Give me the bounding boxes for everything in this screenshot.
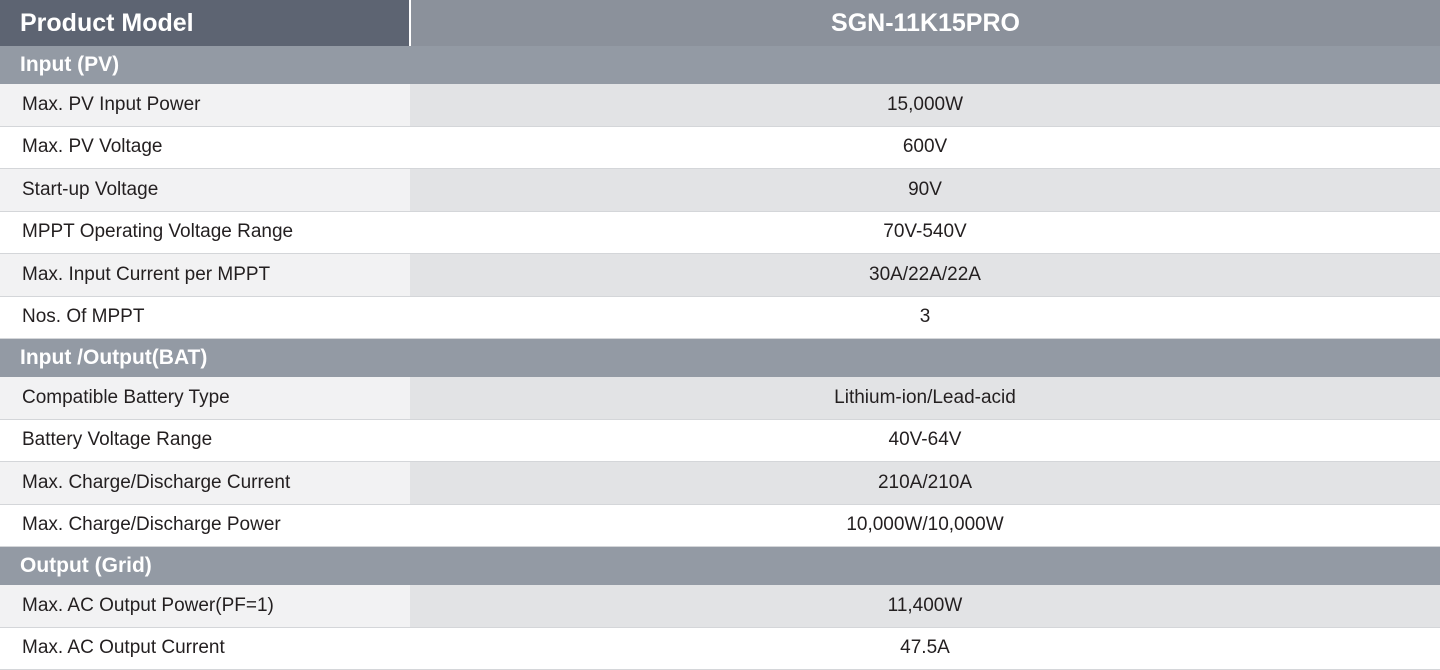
- spec-row: [0, 419, 1440, 462]
- spec-row: [0, 169, 1440, 212]
- spec-label: Max. Charge/Discharge Current: [0, 462, 410, 505]
- spec-label: Start-up Voltage: [0, 169, 410, 212]
- spec-label: Max. AC Output Current: [0, 627, 410, 670]
- spec-label: Compatible Battery Type: [0, 377, 410, 419]
- spec-value: 47.5A: [410, 627, 1440, 670]
- spec-label: Battery Voltage Range: [0, 419, 410, 462]
- spec-row: [0, 296, 1440, 339]
- spec-label: Max. PV Input Power: [0, 84, 410, 126]
- spec-label: Nos. Of MPPT: [0, 296, 410, 339]
- spec-row: [0, 585, 1440, 627]
- spec-value: 70V-540V: [410, 211, 1440, 254]
- spec-value: 15,000W: [410, 84, 1440, 126]
- section-title: Output (Grid): [0, 547, 1440, 586]
- section-title: Input /Output(BAT): [0, 339, 1440, 378]
- spec-row: [0, 211, 1440, 254]
- spec-label: Max. Charge/Discharge Power: [0, 504, 410, 547]
- spec-value: 10,000W/10,000W: [410, 504, 1440, 547]
- spec-label: Max. AC Output Power(PF=1): [0, 585, 410, 627]
- spec-label: MPPT Operating Voltage Range: [0, 211, 410, 254]
- product-model-value: SGN-11K15PRO: [410, 0, 1440, 46]
- product-model-label: Product Model: [0, 0, 410, 46]
- spec-value: Lithium-ion/Lead-acid: [410, 377, 1440, 419]
- spec-value: 600V: [410, 126, 1440, 169]
- spec-label: Max. Input Current per MPPT: [0, 254, 410, 297]
- spec-value: 3: [410, 296, 1440, 339]
- spec-row: [0, 254, 1440, 297]
- section-header-row: [0, 339, 1440, 378]
- section-title: Input (PV): [0, 46, 1440, 84]
- spec-value: 90V: [410, 169, 1440, 212]
- spec-value: 40V-64V: [410, 419, 1440, 462]
- spec-row: [0, 84, 1440, 126]
- spec-row: [0, 462, 1440, 505]
- section-header-row: [0, 46, 1440, 84]
- spec-value: 30A/22A/22A: [410, 254, 1440, 297]
- spec-value: 210A/210A: [410, 462, 1440, 505]
- spec-row: [0, 126, 1440, 169]
- spec-label: Max. PV Voltage: [0, 126, 410, 169]
- spec-row: [0, 377, 1440, 419]
- spec-value: 11,400W: [410, 585, 1440, 627]
- section-header-row: [0, 547, 1440, 586]
- spec-row: [0, 627, 1440, 670]
- spec-row: [0, 504, 1440, 547]
- table-header-row: [0, 0, 1440, 46]
